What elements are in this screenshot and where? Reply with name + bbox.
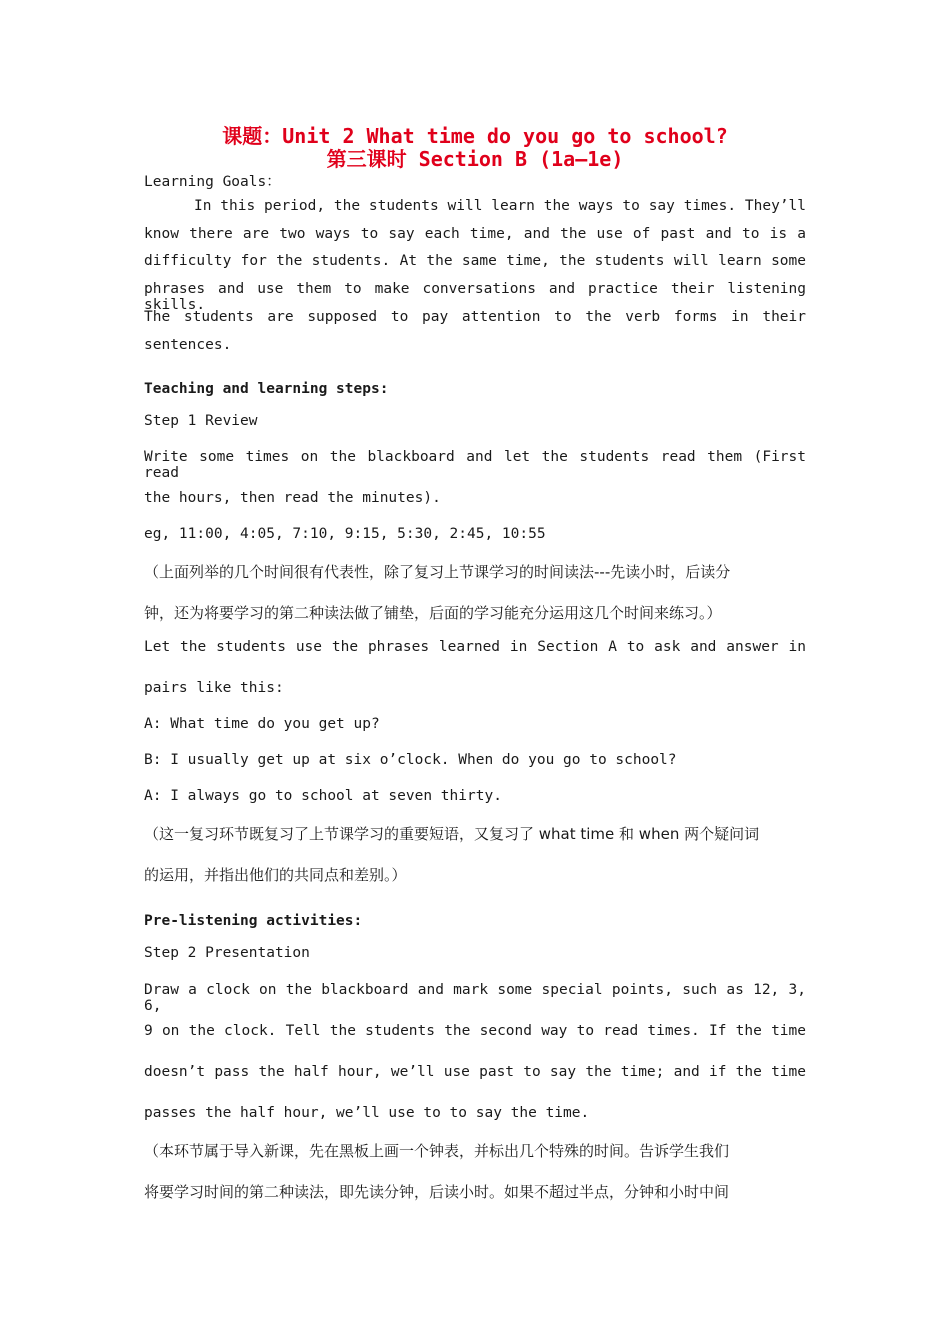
goals-line: difficulty for the students. At the same time, the students will learn some [144, 253, 806, 269]
pair-instruction: Let the students use the phrases learned in Section A to ask and answer in [144, 639, 806, 655]
goals-line: sentences. [144, 337, 232, 353]
step-2-text: doesn’t pass the half hour, we’ll use past to say the time; and if the time [144, 1064, 806, 1080]
step-2-text: Draw a clock on the blackboard and mark some special points, such as 12, 3, 6, [144, 982, 806, 1014]
step-2-text: passes the half hour, we’ll use to to say the time. [144, 1105, 590, 1121]
note-chinese: 钟，还为将要学习的第二种读法做了铺垫，后面的学习能充分运用这几个时间来练习。） [144, 604, 722, 622]
step-2-label: Step 2 Presentation [144, 945, 310, 961]
note-chinese: （上面列举的几个时间很有代表性，除了复习上节课学习的时间读法---先读小时，后读分 [144, 563, 731, 581]
goals-line: phrases and use them to make conversations and practice their listening skills. [144, 281, 806, 313]
note-chinese: 将要学习时间的第二种读法，即先读分钟，后读小时。如果不超过半点，分钟和小时中间 [144, 1183, 730, 1201]
step-1-text: Write some times on the blackboard and let the students read them (First read [144, 449, 806, 481]
step-2-text: 9 on the clock. Tell the students the second way to read times. If the time [144, 1023, 806, 1039]
note-chinese: （这一复习环节既复习了上节课学习的重要短语，又复习了 what time 和 when 两个疑问词 [144, 825, 760, 843]
pre-listening-heading: Pre-listening activities: [144, 913, 363, 929]
goals-heading: Learning Goals： [144, 174, 281, 190]
example-times: eg, 11:00, 4:05, 7:10, 9:15, 5:30, 2:45, 10:55 [144, 526, 546, 542]
dialog-line: B: I usually get up at six o’clock. When do you go to school? [144, 752, 677, 768]
goals-line: In this period, the students will learn the ways to say times. They’ll [194, 198, 806, 214]
goals-line: know there are two ways to say each time, and the use of past and to is a [144, 226, 806, 242]
dialog-line: A: I always go to school at seven thirty. [144, 788, 502, 804]
steps-heading: Teaching and learning steps: [144, 381, 389, 397]
step-1-text: the hours, then read the minutes). [144, 490, 441, 506]
goals-line: The students are supposed to pay attention to the verb forms in their [144, 309, 806, 325]
note-chinese: （本环节属于导入新课，先在黑板上画一个钟表，并标出几个特殊的时间。告诉学生我们 [144, 1142, 730, 1160]
lesson-title: 课题：Unit 2 What time do you go to school? [222, 124, 728, 148]
note-chinese: 的运用，并指出他们的共同点和差别。） [144, 866, 407, 884]
dialog-line: A: What time do you get up? [144, 716, 380, 732]
pair-instruction: pairs like this: [144, 680, 284, 696]
step-1-label: Step 1 Review [144, 413, 258, 429]
lesson-subtitle: 第三课时 Section B (1a—1e) [326, 147, 624, 171]
